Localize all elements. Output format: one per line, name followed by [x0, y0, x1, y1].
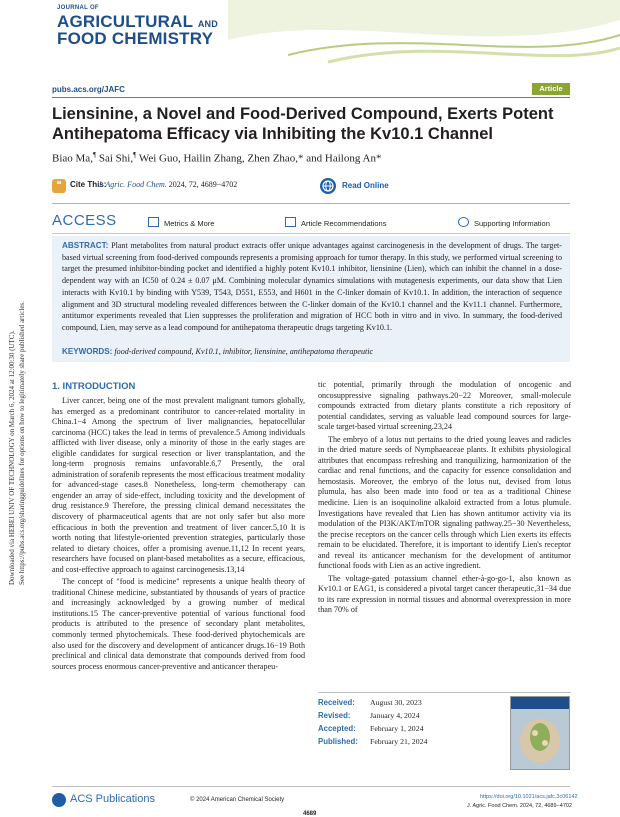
cite-this-button[interactable]	[52, 176, 312, 196]
header-decoration	[228, 0, 620, 70]
paragraph: tic potential, primarily through the modulation of oncogenic and oncosuppressive signaling pathways.20−22 Moreover, small-molecule compounds extracted from dietary plants constitute a rich repository of potential candidates, serving as valuable lead compound sources for large-scale target-based virtual screening.23,24	[318, 380, 571, 432]
journal-name-line1: AGRICULTURAL AND	[57, 12, 218, 31]
publication-dates	[318, 692, 571, 772]
date-received: Received: August 30, 2023	[318, 698, 422, 707]
footer-citation: J. Agric. Food Chem. 2024, 72, 4689−4702	[466, 803, 572, 809]
citation-text: J. Agric. Food Chem. 2024, 72, 4689−4702	[98, 180, 238, 189]
author-affiliation-mark: ¶	[133, 151, 137, 159]
journal-name-and: AND	[197, 19, 218, 29]
body-column-left	[52, 396, 305, 674]
divider	[52, 97, 570, 98]
metrics-more-link[interactable]: Metrics & More	[148, 217, 214, 228]
download-notice-line1: Downloaded via HEBEI UNIV OF TECHNOLOGY on March 6, 2024 at 12:00:30 (UTC).	[8, 330, 16, 585]
read-online-button[interactable]	[320, 176, 440, 196]
paragraph: Liver cancer, being one of the most prevalent malignant tumors globally, has emerged as a predominant contributor to cancer-related mortality in China.1−4 Among the spectrum of liver malignancies, hepatocellular carcinoma (HCC) takes the lead in terms of prevalence.5 Among individuals afflicted with liver disease, only a minority of those in the early stages are eligible candidates for surgical resection or liver transplantation, and the long-term prognosis remains unfavorable.6,7 Presently, the oral administration of sorafenib represents the most efficacious treatment modality for advanced-stage cases.8 Nonetheless, long-term chemotherapy can engender an array of side-effect, including toxicity and the development of drug resistance.9 Therefore, the pressing clinical demand necessitates the discovery of pharmaceutical agents that are not only safer but also more efficacious in both the prevention and treatment of liver cancer.5,10 It is worth noting that lifestyle-oriented prevention strategies, particularly those related to dietary choices, offer a promising avenue.11,12 In recent years, researchers have focused on plant-based metabolites as a secure, efficacious, and cost-effective approach to against carcinogenesis.13,14	[52, 396, 305, 574]
supporting-information-link[interactable]: Supporting Information	[458, 217, 550, 228]
access-label: ACCESS	[52, 212, 117, 229]
globe-icon	[320, 178, 336, 194]
author-list	[52, 151, 572, 165]
download-notice-line2: See https://pubs.acs.org/sharingguidelines for options on how to legitimately share published articles.	[18, 301, 26, 585]
page-number: 4689	[303, 811, 317, 817]
doi-link[interactable]: https://doi.org/10.1021/acs.jafc.3c06142	[480, 794, 578, 800]
divider	[52, 233, 570, 234]
paragraph: The voltage-gated potassium channel ether-à-go-go-1, also known as Kv10.1 or EAG1, is considered a pivotal target cancer therapeutic,31−34 due to its rare expression in normal tissues and abnormal overexpression in more than 70% of	[318, 573, 571, 615]
author-name[interactable]: Biao Ma,	[52, 152, 93, 165]
acs-publications-logo[interactable]: ACS Publications	[52, 792, 172, 808]
date-accepted: Accepted: February 1, 2024	[318, 724, 424, 733]
divider	[318, 692, 571, 693]
date-revised: Revised: January 4, 2024	[318, 711, 420, 720]
copyright-notice: © 2024 American Chemical Society	[190, 797, 285, 803]
journal-name-small: JOURNAL OF	[57, 5, 99, 11]
quote-icon: ❝	[52, 179, 66, 193]
divider	[52, 786, 570, 787]
keywords: KEYWORDS: food-derived compound, Kv10.1, inhibitor, liensinine, antihepatoma therapeutic	[62, 347, 374, 356]
document-icon	[285, 217, 296, 227]
author-name[interactable]: Wei Guo,	[138, 152, 181, 165]
abstract-text: ABSTRACT: Plant metabolites from natural product extracts offer unique advantages against carcinogenesis in the development of drugs. The target-based virtual screening from food-derived compounds represents a promising approach for tumor therapy. In this study, we performed virtual screening to target the presumed inhibitor-binding pocket and identified a highly potent Kv10.1 inhibitor, liensinine (Lien), which can inhibit the channel in a dose-dependent way with an IC50 of 0.24 ± 0.07 μM. Combining molecular dynamics simulations with mutagenesis experiments, our data show that Lien interacts with Kv10.1 by binding with Y539, T543, D551, E553, and H601 in the C-linker domain of Kv10.1. In addition, the interaction of sequence alignment and 3D structural modeling revealed differences between the C-linker domain of the Kv10.1 channel and the Kv11.1 channel. Furthermore, antitumor experiments revealed that Lien suppresses the proliferation and migration of HCC both in vitro and in vivo. In summary, the food-derived compound, Lien, may serve as a lead compound for antihepatoma therapeutic drugs targeting Kv10.1.	[62, 241, 562, 332]
article-type-badge: Article	[532, 83, 570, 95]
article-recommendations-link[interactable]: Article Recommendations	[285, 217, 386, 228]
journal-url-link[interactable]: pubs.acs.org/JAFC	[52, 85, 125, 94]
paragraph: The embryo of a lotus nut pertains to the dried young leaves and radicles in the dried mature seeds of Nymphaeaceae plants. It exhibits physiological attributes that encompass refreshing and tranquilizing, harmonization of the cardiac and renal functions, and the capacity for essence consolidation and hemostasis. Moreover, the embryo of the lotus nut, devised from lotus plumula, has also been made into food or tea as a traditional Chinese medicine. Lien is an isoquinoline alkaloid extracted from a lotus plumule. Investigations have revealed that Lien has shown antitumor activity via its modulation of the PI3K/AKT/mTOR signaling pathway.25−30 Nevertheless, the precise receptors on the cancer cells through which Lien exerts its effects remain to be elucidated. Therefore, it is important to identify Lien's receptor and reveal its anticancer mechanism for the development of antitumor functional foods with Lien as an active ingredient.	[318, 434, 571, 571]
journal-name-line2: FOOD CHEMISTRY	[57, 29, 214, 48]
chart-icon	[148, 217, 159, 227]
date-published: Published: February 21, 2024	[318, 737, 428, 746]
read-online-label: Read Online	[342, 181, 389, 190]
paragraph: The concept of "food is medicine" represents a unique health theory of traditional Chinese medicine, substantiated by thousands of years of practice and increasingly acknowledged by a growing number of medical institutions.15 The cancer-preventive potential of various functional food products is attributed to the presence of secondary plant metabolites, commonly termed phytochemicals. These food-derived phytochemicals are also used for the discovery and development of anticancer drugs.16−19 Both preclinical and clinical data demonstrate that compounds derived from food sources process enormous cancer-preventive and anticancer therapeu-	[52, 577, 305, 671]
cite-label: Cite This:	[70, 180, 107, 189]
divider	[52, 203, 570, 204]
download-notice	[4, 250, 28, 810]
author-name[interactable]: and Hailong An*	[306, 152, 382, 165]
journal-cover-thumbnail[interactable]	[510, 696, 570, 770]
author-name[interactable]: Sai Shi,	[98, 152, 134, 165]
author-affiliation-mark: ¶	[92, 151, 97, 159]
acs-logo-icon	[52, 793, 66, 807]
section-heading-introduction: 1. INTRODUCTION	[52, 381, 136, 392]
body-column-right	[318, 380, 571, 618]
article-title: Liensinine, a Novel and Food-Derived Compound, Exerts Potent Antihepatoma Efficacy via Inhibiting the Kv10.1 Channel	[52, 105, 554, 143]
author-name[interactable]: Zhen Zhao,*	[247, 152, 304, 165]
author-name[interactable]: Hailin Zhang,	[183, 152, 245, 165]
info-icon	[458, 217, 469, 227]
